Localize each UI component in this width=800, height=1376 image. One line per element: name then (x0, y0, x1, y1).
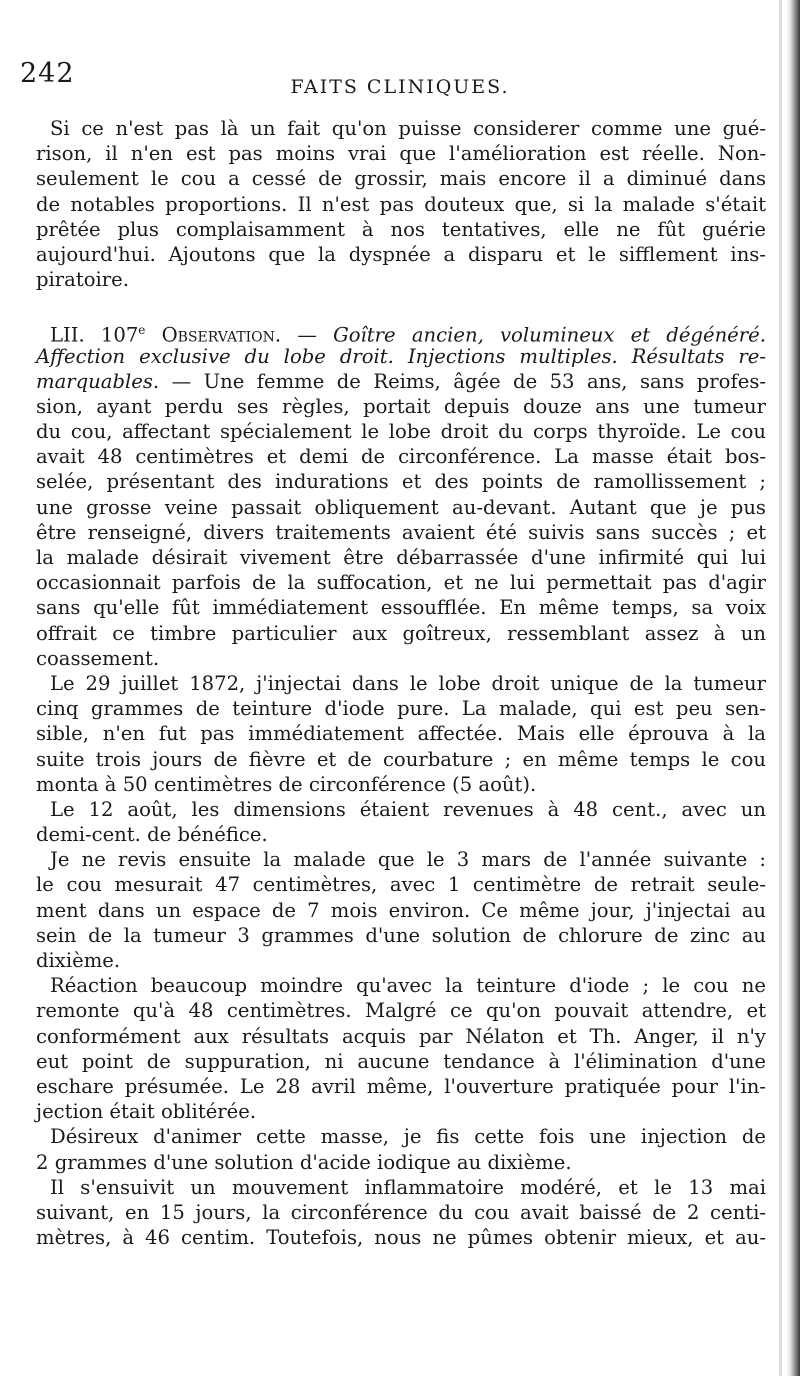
paragraph (36, 1175, 766, 1251)
text-line: selée, présentant des indurations et des points de ramollissement ; (36, 470, 766, 494)
observation-title: Affection exclusive du lobe droit. Injections multiples. Résultats re- (36, 344, 766, 368)
text-line: Il s'ensuivit un mouvement inflammatoire modéré, et le 13 mai (50, 1175, 766, 1199)
text-line: aujourd'hui. Ajoutons que la dyspnée a disparu et le sifflement ins- (36, 242, 766, 266)
text-run: — Une femme de Reims, âgée de 53 ans, sans profes- (159, 369, 766, 393)
page-number: 242 (20, 58, 75, 89)
text-line: de notables proportions. Il n'est pas douteux que, si la malade s'était (36, 192, 766, 216)
paragraph (36, 847, 766, 973)
text-line: sein de la tumeur 3 grammes d'une solution de chlorure de zinc au (36, 923, 766, 947)
observation-paragraph (36, 318, 766, 671)
text-line: sion, ayant perdu ses règles, portait depuis douze ans une tumeur (36, 394, 766, 418)
observation-number: LII. 107 (50, 323, 139, 347)
ordinal-suffix: e (138, 323, 146, 338)
observation-title: marquables. (36, 369, 160, 393)
text-line: rison, il n'en est pas moins vrai que l'amélioration est réelle. Non- (36, 142, 766, 166)
paragraph (36, 1124, 766, 1174)
text-line (36, 369, 766, 394)
body-text (36, 116, 766, 1250)
text-line: occasionnait parfois de la suffocation, et ne lui permettait pas d'agir (36, 571, 766, 595)
text-line: monta à 50 centimètres de circonférence (5 août). (36, 772, 537, 796)
text-line: conformément aux résultats acquis par Nélaton et Th. Anger, il n'y (36, 1024, 766, 1048)
text-line: Le 12 août, les dimensions étaient revenues à 48 cent., avec un (50, 797, 766, 821)
text-line: ment dans un espace de 7 mois environ. Ce même jour, j'injectai au (36, 898, 766, 922)
text-line: cinq grammes de teinture d'iode pure. La malade, qui est peu sen- (36, 697, 766, 721)
text-line: la malade désirait vivement être débarrassée d'une infirmité qui lui (36, 546, 766, 569)
heading-dash: — (281, 323, 334, 347)
paragraph (36, 797, 766, 847)
observation-label: Observation. (161, 323, 282, 347)
observation-heading-line (36, 318, 766, 347)
text-line: coassement. (36, 646, 160, 670)
text-line: prêtée plus complaisamment à nos tentatives, elle ne fût guérie (36, 217, 766, 241)
text-line: sible, n'en fut pas immédiatement affectée. Mais elle éprouva à la (36, 722, 766, 746)
text-line: offrait ce timbre particulier aux goîtreux, ressemblant assez à un (36, 621, 766, 645)
text-line: sans qu'elle fût immédiatement essoufflée. En même temps, sa voix (36, 596, 766, 620)
text-line: du cou, affectant spécialement le lobe droit du corps thyroïde. Le cou (36, 420, 766, 444)
text-line: une grosse veine passait obliquement au-devant. Autant que je pus (36, 495, 766, 519)
text-line: dixième. (36, 949, 121, 972)
paragraph-gap (36, 292, 766, 318)
running-head: FAITS CLINIQUES. (290, 76, 510, 98)
text-line: jection était oblitérée. (36, 1100, 257, 1124)
page-edge-shadow (786, 0, 800, 1376)
paragraph (36, 671, 766, 797)
text-line: Si ce n'est pas là un fait qu'on puisse considerer comme une gué- (50, 117, 766, 140)
text-line: eschare présumée. Le 28 avril même, l'ouverture pratiquée pour l'in- (36, 1074, 766, 1098)
paragraph (36, 116, 766, 292)
paragraph (36, 973, 766, 1124)
text-line: le cou mesurait 47 centimètres, avec 1 centimètre de retrait seule- (36, 873, 766, 897)
text-line: Réaction beaucoup moindre qu'avec la teinture d'iode ; le cou ne (50, 974, 766, 998)
text-line: Désireux d'animer cette masse, je fis cette fois une injection de (50, 1125, 766, 1149)
text-line: remonte qu'à 48 centimètres. Malgré ce qu'on pouvait attendre, et (36, 999, 766, 1023)
text-line: mètres, à 46 centim. Toutefois, nous ne pûmes obtenir mieux, et au- (36, 1226, 766, 1250)
text-line: piratoire. (36, 268, 129, 292)
text-line: Je ne revis ensuite la malade que le 3 mars de l'année suivante : (50, 848, 766, 872)
text-line: être renseigné, divers traitements avaient été suivis sans succès ; et (36, 520, 766, 544)
text-line: 2 grammes d'une solution d'acide iodique au dixième. (36, 1150, 572, 1174)
text-line: avait 48 centimètres et demi de circonférence. La masse était bos- (36, 445, 766, 469)
observation-title: Goître ancien, volumineux et dégénéré. (333, 323, 766, 347)
text-line: Le 29 juillet 1872, j'injectai dans le lobe droit unique de la tumeur (50, 671, 766, 695)
page-edge-shadow-band (779, 0, 782, 1376)
text-line: suivant, en 15 jours, la circonférence du cou avait baissé de 2 centi- (36, 1200, 766, 1224)
text-line: suite trois jours de fièvre et de courbature ; en même temps le cou (36, 747, 766, 771)
text-line: seulement le cou a cessé de grossir, mais encore il a diminué dans (36, 167, 766, 191)
text-line: eut point de suppuration, ni aucune tendance à l'élimination d'une (36, 1049, 766, 1073)
text-line: demi-cent. de bénéfice. (36, 823, 268, 847)
